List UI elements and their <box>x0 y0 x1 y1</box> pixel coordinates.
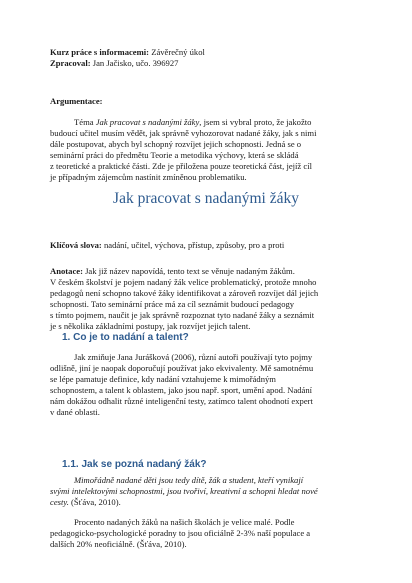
quote-line: svými intelektovými schopnostmi, jsou tvořiví, kreativní a schopni hledat nové <box>50 486 318 496</box>
argumentation-line-1 <box>74 117 311 128</box>
quote-last-line <box>50 497 121 508</box>
argumentation-line: z teoretické a praktické části. Zde je přiložena pouze teoretická část, jejíž cíl <box>50 161 312 171</box>
author-line <box>50 58 178 69</box>
course-value: Závěrečný úkol <box>149 47 205 57</box>
course-line <box>50 47 205 58</box>
annotation-line: schopnosti. Tato seminární práce má za cíl seznámit budoucí pedagogy <box>50 299 295 309</box>
section-1-line: Jak zmiňuje Jana Jurášková (2006), různí autoři používají tyto pojmy <box>74 352 313 362</box>
annotation-line: V českém školství je pojem nadaný žák velice problematický, protože mnoho <box>50 277 317 287</box>
argumentation-line: dále postupovat, abych byl schopný rozvíjet jejich schopnosti. Jedná se o <box>50 139 302 149</box>
annotation-first: Jak již název napovídá, tento text se věnuje nadaným žákům. <box>82 266 295 276</box>
argumentation-line: budoucí učitel musím vědět, jak správně vyhozorovat nadané žáky, jak s nimi <box>50 128 317 138</box>
keywords-label: Klíčová slova: <box>50 240 102 250</box>
document-title: Jak pracovat s nadanými žáky <box>113 190 299 207</box>
section-1-1-line: Procento nadaných žáků na našich školách je velice malé. Podle <box>74 517 295 527</box>
argumentation-line: seminární práci do předmětu Teorie a metodika výchovy, která se skládá <box>50 150 299 160</box>
section-1-line: se lépe pamatuje definice, kdy nadání vztahujeme k mimořádným <box>50 374 276 384</box>
argumentation-line: je případným zájemcům nastínit zmíněnou problematiku. <box>50 172 247 182</box>
argumentation-line-1-post: , jsem si vybral proto, že jakožto <box>199 117 312 127</box>
section-1-line: schopnostem, a talent k oblastem, jako jsou např. sport, umění apod. Nadání <box>50 385 313 395</box>
annotation-line: je s několika základními postupy, jak rozvíjet jejich talent. <box>50 321 251 331</box>
section-1-1-heading: 1.1. Jak se pozná nadaný žák? <box>62 459 207 470</box>
keywords-value: nadání, učitel, výchova, přístup, způsoby, pro a proti <box>101 240 285 250</box>
keywords-line <box>50 240 284 251</box>
annotation-label: Anotace: <box>50 266 83 276</box>
section-1-line: nám dokážou odhalit různé inteligenční testy, zatímco talent ohodnotí expert <box>50 396 313 406</box>
annotation-line-1 <box>50 266 295 277</box>
argumentation-topic: Jak pracovat s nadanými žáky <box>95 117 200 127</box>
section-1-1-line: dalších 20% neoficiálně. (Šťáva, 2010). <box>50 539 187 549</box>
author-value: Jan Jačisko, učo. 396927 <box>90 58 179 68</box>
section-1-1-line: pedagogicko-psychologické poradny to jsou oficiálně 2-3% naší populace a <box>50 528 311 538</box>
quote-end: cesty. <box>50 497 69 507</box>
section-1-heading: 1. Co je to nadání a talent? <box>62 332 189 343</box>
section-1-line: v dané oblasti. <box>50 407 100 417</box>
author-label: Zpracoval: <box>50 58 91 68</box>
annotation-line: pedagogů není schopno takové žáky identifikovat a zároveň rozvíjet dál jejich <box>50 288 319 298</box>
course-label: Kurz práce s informacemi: <box>50 47 150 57</box>
section-1-line: odlišně, jiní je naopak doporučují používat jako ekvivalenty. Mě samotnému <box>50 363 314 373</box>
annotation-line: s tímto pojmem, naučit je jak správně rozpoznat tyto nadané žáky a seznámit <box>50 310 315 320</box>
quote-citation: (Šťáva, 2010). <box>68 497 121 507</box>
argumentation-heading: Argumentace: <box>50 96 103 106</box>
argumentation-line-1-pre: Téma <box>74 117 96 127</box>
quote-line: Mimořádně nadané děti jsou tedy dítě, žák a student, kteří vynikají <box>74 475 304 485</box>
